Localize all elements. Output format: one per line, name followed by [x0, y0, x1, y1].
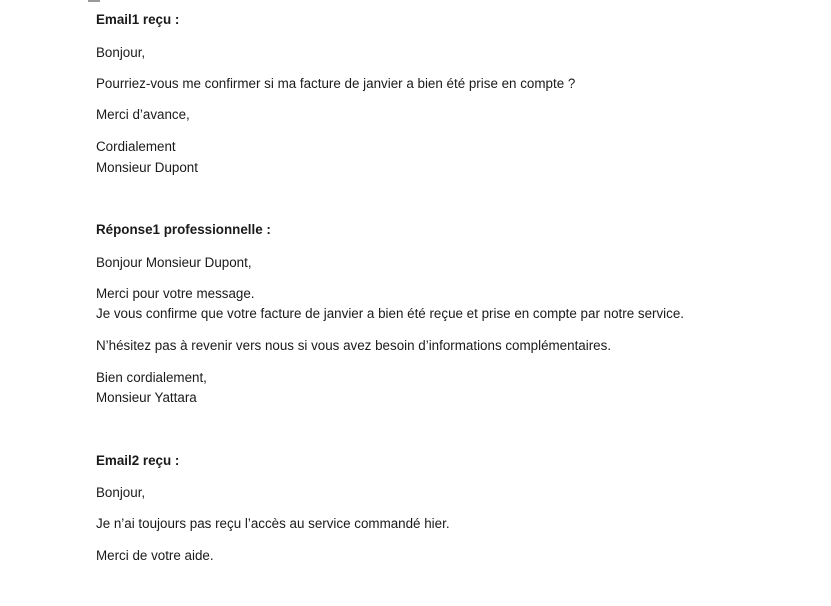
reply1-greeting: Bonjour Monsieur Dupont, — [96, 255, 252, 270]
email2-thanks: Merci de votre aide. — [96, 548, 214, 563]
email1-heading: Email1 reçu : — [96, 12, 180, 27]
email1-thanks: Merci d’avance, — [96, 107, 190, 122]
reply1-signature: Monsieur Yattara — [96, 390, 197, 405]
email1-body: Pourriez-vous me confirmer si ma facture de janvier a bien été prise en compte ? — [96, 76, 576, 91]
reply1-thanks: Merci pour votre message. — [96, 286, 255, 301]
email2-greeting: Bonjour, — [96, 485, 146, 500]
email1-closing: Cordialement — [96, 139, 176, 154]
reply1-offer: N’hésitez pas à revenir vers nous si vous avez besoin d’informations complémentaires. — [96, 338, 612, 353]
reply1-heading: Réponse1 professionnelle : — [96, 222, 271, 237]
email2-heading: Email2 reçu : — [96, 453, 180, 468]
email2-body: Je n’ai toujours pas reçu l’accès au service commandé hier. — [96, 516, 450, 531]
email1-greeting: Bonjour, — [96, 45, 146, 60]
page-corner-mark — [88, 0, 100, 2]
reply1-body: Je vous confirme que votre facture de janvier a bien été reçue et prise en compte par notre service. — [96, 306, 685, 321]
reply1-closing: Bien cordialement, — [96, 370, 207, 385]
email1-signature: Monsieur Dupont — [96, 160, 198, 175]
